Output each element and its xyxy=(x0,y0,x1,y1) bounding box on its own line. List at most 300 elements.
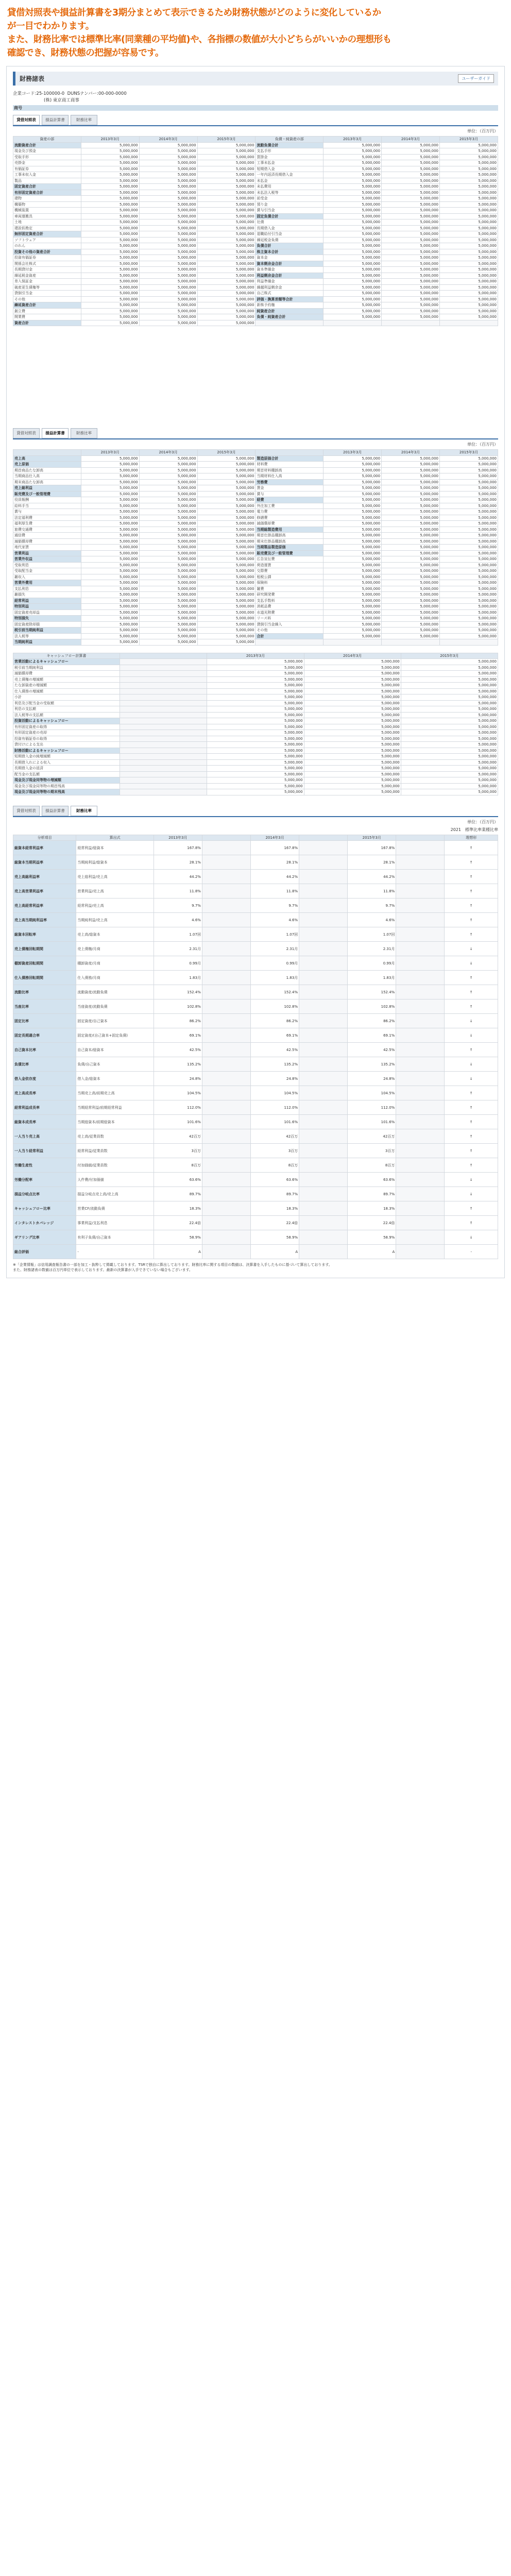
cell-value: 5,000,000 xyxy=(81,166,139,172)
year-col: 2015年3月 xyxy=(197,137,256,143)
ratio-item: 仕入債務回転期間 xyxy=(13,971,76,985)
ratio-item: 一人当り経常利益 xyxy=(13,1144,76,1158)
row-label: 売掛金 xyxy=(13,160,81,166)
blank-head xyxy=(256,450,323,456)
cell-value: 5,000,000 xyxy=(440,172,498,178)
ratio-unit-label: 単位：（百万円） xyxy=(467,819,498,824)
cell-value: 5,000,000 xyxy=(323,479,382,485)
cell-value: 5,000,000 xyxy=(323,527,382,533)
cell-value: 5,000,000 xyxy=(440,485,498,492)
cell-value: 5,000,000 xyxy=(207,700,304,706)
table-row xyxy=(13,166,498,172)
table-row xyxy=(13,754,498,760)
ratio-value: 104.5% xyxy=(154,1086,202,1100)
cell-value: 5,000,000 xyxy=(81,545,139,551)
cell-value: 5,000,000 xyxy=(440,503,498,509)
empty-cell xyxy=(256,320,323,326)
cell-value: 5,000,000 xyxy=(440,249,498,255)
tab-balance-sheet[interactable]: 貸借対照表 xyxy=(13,806,40,816)
cell-value: 5,000,000 xyxy=(382,142,440,148)
cell-value: 5,000,000 xyxy=(197,455,256,462)
table-row xyxy=(13,485,498,492)
ratio-value: A xyxy=(154,1245,202,1259)
company-meta xyxy=(13,91,498,104)
cell-value: 5,000,000 xyxy=(304,676,401,683)
cell-value: 5,000,000 xyxy=(304,671,401,677)
cell-value: 5,000,000 xyxy=(440,201,498,208)
ratio-formula: 人件費/付加価値 xyxy=(76,1173,154,1187)
cell-value: 5,000,000 xyxy=(382,267,440,273)
cell-value: 5,000,000 xyxy=(81,609,139,616)
cell-value: 5,000,000 xyxy=(207,688,304,694)
table-row xyxy=(13,841,498,855)
ratio-item: 総資本成長率 xyxy=(13,1115,76,1129)
cell-value: 5,000,000 xyxy=(323,160,382,166)
cell-value: 5,000,000 xyxy=(139,249,197,255)
ratio-value: 101.6% xyxy=(348,1115,396,1129)
cell-value: 5,000,000 xyxy=(323,568,382,574)
cf-header-row xyxy=(13,653,498,659)
table-row xyxy=(13,267,498,273)
table-row xyxy=(13,748,498,754)
cell-value: 5,000,000 xyxy=(139,225,197,231)
ratio-value: 4.6% xyxy=(154,913,202,927)
empty-cell xyxy=(202,1158,250,1173)
row-label: 短期借入金 xyxy=(256,166,323,172)
ratio-item: ギアリング比率 xyxy=(13,1230,76,1245)
cell-value: 5,000,000 xyxy=(382,604,440,610)
table-row xyxy=(13,633,498,639)
ratio-value: 2.31月 xyxy=(154,942,202,956)
ratio-formula: 固定資産/自己資本 xyxy=(76,1014,154,1028)
empty-cell xyxy=(396,971,445,985)
table-row xyxy=(13,225,498,231)
cell-value: 5,000,000 xyxy=(207,736,304,742)
row-label: 機械装置 xyxy=(13,208,81,214)
empty-cell xyxy=(120,748,207,754)
table-row xyxy=(13,676,498,683)
cell-value: 5,000,000 xyxy=(401,748,498,754)
cell-value: 5,000,000 xyxy=(207,771,304,777)
ratio-ideal: - xyxy=(445,1245,498,1259)
ratio-value: 101.6% xyxy=(251,1115,299,1129)
table-row xyxy=(13,1245,498,1259)
cell-value: 5,000,000 xyxy=(382,462,440,468)
cell-value: 5,000,000 xyxy=(382,586,440,592)
row-label: 投資活動によるキャッシュフロー xyxy=(13,718,120,724)
ratio-value: 22.4倍 xyxy=(251,1216,299,1230)
empty-cell xyxy=(120,754,207,760)
company-code: 企業コード:25-100000-0 xyxy=(13,91,65,96)
cell-value: 5,000,000 xyxy=(81,639,139,646)
empty-cell xyxy=(120,759,207,766)
ratio-item: 当座比率 xyxy=(13,999,76,1014)
empty-cell xyxy=(396,1043,445,1057)
empty-cell xyxy=(120,777,207,784)
table-row xyxy=(13,913,498,927)
cell-value: 5,000,000 xyxy=(382,255,440,261)
empty-cell xyxy=(299,1043,348,1057)
cell-value: 5,000,000 xyxy=(440,255,498,261)
year-col: 2015年3月 xyxy=(401,653,498,659)
cell-value: 5,000,000 xyxy=(207,694,304,701)
cell-value: 5,000,000 xyxy=(139,485,197,492)
cell-value: 5,000,000 xyxy=(401,759,498,766)
cell-value: 5,000,000 xyxy=(304,748,401,754)
empty-cell xyxy=(120,736,207,742)
cell-value: 5,000,000 xyxy=(81,491,139,497)
ratio-item: 総合評価 xyxy=(13,1245,76,1259)
ratio-value: 1.83月 xyxy=(154,971,202,985)
empty-cell xyxy=(299,999,348,1014)
cell-value: 5,000,000 xyxy=(382,515,440,521)
cell-value: 5,000,000 xyxy=(139,467,197,473)
ratio-ideal: ↑ xyxy=(445,971,498,985)
table-row xyxy=(13,1014,498,1028)
table-row xyxy=(13,509,498,515)
cell-value: 5,000,000 xyxy=(81,586,139,592)
cell-value: 5,000,000 xyxy=(323,609,382,616)
table-row xyxy=(13,971,498,985)
row-label: 株主資本合計 xyxy=(256,249,323,255)
empty-cell xyxy=(202,1057,250,1072)
ratio-item: 売上高成長率 xyxy=(13,1086,76,1100)
cell-value: 5,000,000 xyxy=(81,267,139,273)
row-label: 荷造運賃 xyxy=(256,562,323,568)
cell-value: 5,000,000 xyxy=(323,249,382,255)
cell-value: 5,000,000 xyxy=(440,538,498,545)
table-row xyxy=(13,700,498,706)
cell-value: 5,000,000 xyxy=(323,533,382,539)
unit-label: 単位：（百万円） xyxy=(467,442,498,447)
ratio-formula: 経常利益/売上高 xyxy=(76,899,154,913)
cell-value: 5,000,000 xyxy=(401,766,498,772)
ratio-item: 経常利益成長率 xyxy=(13,1100,76,1115)
cell-value: 5,000,000 xyxy=(382,196,440,202)
ratio-value: 44.2% xyxy=(154,870,202,884)
row-label: 有形固定資産合計 xyxy=(13,190,81,196)
cell-value: 5,000,000 xyxy=(382,148,440,155)
intro-line-3: また、財務比率では標準比率(同業種の平均値)や、各指標の数値が大小どちらがいいかの理想形も xyxy=(7,35,391,45)
cell-value: 5,000,000 xyxy=(323,237,382,243)
cell-value: 5,000,000 xyxy=(139,273,197,279)
row-label: 小計 xyxy=(13,694,120,701)
ratio-formula: 売上高/総資本 xyxy=(76,927,154,942)
ratio-formula: 当期純利益/総資本 xyxy=(76,855,154,870)
cell-value: 5,000,000 xyxy=(81,515,139,521)
cell-value: 5,000,000 xyxy=(197,314,256,320)
table-row xyxy=(13,736,498,742)
cell-value: 5,000,000 xyxy=(382,521,440,527)
user-guide-button[interactable]: ユーザーガイド xyxy=(458,74,494,83)
row-label: 製品 xyxy=(13,178,81,184)
cell-value: 5,000,000 xyxy=(382,467,440,473)
ratio-standard-label: 2021 標準比率業種比率 xyxy=(450,827,498,832)
table-row xyxy=(13,556,498,563)
cell-value: 5,000,000 xyxy=(440,208,498,214)
row-label: 現金及び現金同等物の期末残高 xyxy=(13,789,120,795)
row-label: 資産合計 xyxy=(13,320,81,326)
tab-balance-sheet[interactable]: 貸借対照表 xyxy=(13,115,40,125)
cell-value: 5,000,000 xyxy=(207,783,304,789)
table-row xyxy=(13,1115,498,1129)
cell-value: 5,000,000 xyxy=(382,154,440,160)
empty-cell xyxy=(396,1230,445,1245)
row-label: 流動資産合計 xyxy=(13,142,81,148)
empty-cell xyxy=(120,676,207,683)
empty-cell xyxy=(202,913,250,927)
cell-value: 5,000,000 xyxy=(323,243,382,249)
cell-value: 5,000,000 xyxy=(197,213,256,219)
row-label: 研究開発費 xyxy=(256,592,323,598)
table-row xyxy=(13,1100,498,1115)
cell-value: 5,000,000 xyxy=(440,580,498,586)
cell-value: 5,000,000 xyxy=(440,598,498,604)
row-label: 建設仮勘定 xyxy=(13,225,81,231)
ratio-value: 69.1% xyxy=(348,1028,396,1043)
cell-value: 5,000,000 xyxy=(304,665,401,671)
cell-value: 5,000,000 xyxy=(304,694,401,701)
cell-value: 5,000,000 xyxy=(401,754,498,760)
table-row xyxy=(13,694,498,701)
cell-value: 5,000,000 xyxy=(81,580,139,586)
cell-value: 5,000,000 xyxy=(323,208,382,214)
empty-cell xyxy=(202,855,250,870)
cell-value: 5,000,000 xyxy=(440,160,498,166)
ratio-ideal: ↑ xyxy=(445,855,498,870)
cell-value: 5,000,000 xyxy=(197,160,256,166)
row-label: 雑収入 xyxy=(13,574,81,580)
cell-value: 5,000,000 xyxy=(382,213,440,219)
cell-value: 5,000,000 xyxy=(81,497,139,503)
ratio-item: 労働生産性 xyxy=(13,1158,76,1173)
cell-value: 5,000,000 xyxy=(382,219,440,226)
table-row xyxy=(13,568,498,574)
cell-value: 5,000,000 xyxy=(382,616,440,622)
empty-cell xyxy=(396,899,445,913)
empty-cell xyxy=(382,639,440,646)
ratio-item: 総資本経常利益率 xyxy=(13,841,76,855)
ratio-formula: 自己資本/総資本 xyxy=(76,1043,154,1057)
cell-value: 5,000,000 xyxy=(197,491,256,497)
cell-value: 5,000,000 xyxy=(81,527,139,533)
cell-value: 5,000,000 xyxy=(197,308,256,314)
cell-value: 5,000,000 xyxy=(382,621,440,628)
table-row xyxy=(13,479,498,485)
empty-cell xyxy=(299,971,348,985)
cell-value: 5,000,000 xyxy=(139,302,197,309)
cell-value: 5,000,000 xyxy=(139,580,197,586)
empty-cell xyxy=(396,841,445,855)
row-label: 投資有価証券の取得 xyxy=(13,736,120,742)
cell-value: 5,000,000 xyxy=(401,676,498,683)
ratio-value: 8百万 xyxy=(154,1158,202,1173)
table-row xyxy=(13,467,498,473)
row-label: 創立費 xyxy=(13,308,81,314)
cell-value: 5,000,000 xyxy=(139,609,197,616)
cell-value: 5,000,000 xyxy=(207,748,304,754)
row-label: 修繕費 xyxy=(256,515,323,521)
row-label: ソフトウェア xyxy=(13,237,81,243)
empty-cell xyxy=(202,1115,250,1129)
ratio-ideal: ↑ xyxy=(445,884,498,899)
row-label: 預り金 xyxy=(256,201,323,208)
company-name: (株) 東京商工商事 xyxy=(44,98,79,103)
ratio-value: 28.1% xyxy=(348,855,396,870)
row-label: 受取配当金 xyxy=(13,568,81,574)
pl-header-row xyxy=(13,450,498,456)
ratio-value: 3百万 xyxy=(348,1144,396,1158)
empty-cell xyxy=(396,870,445,884)
cell-value: 5,000,000 xyxy=(440,308,498,314)
table-row xyxy=(13,683,498,689)
row-label: 営業外費用 xyxy=(13,580,81,586)
year-col: 2013年3月 xyxy=(81,450,139,456)
cell-value: 5,000,000 xyxy=(304,742,401,748)
panel-title: 財務諸表 xyxy=(20,75,45,82)
table-row xyxy=(13,231,498,238)
table-row xyxy=(13,1216,498,1230)
table-row xyxy=(13,473,498,480)
row-label: 工事未収入金 xyxy=(13,172,81,178)
cell-value: 5,000,000 xyxy=(139,503,197,509)
tab-financial-ratio[interactable]: 財務比率 xyxy=(71,115,97,125)
table-row xyxy=(13,213,498,219)
ratio-item: 売上高総利益率 xyxy=(13,870,76,884)
empty-cell xyxy=(120,694,207,701)
row-label: 差入保証金 xyxy=(13,279,81,285)
empty-cell xyxy=(120,683,207,689)
empty-cell xyxy=(202,1100,250,1115)
ratio-value: 22.4倍 xyxy=(348,1216,396,1230)
cell-value: 5,000,000 xyxy=(401,730,498,736)
tab-balance-sheet[interactable]: 貸借対照表 xyxy=(13,428,40,438)
cell-value: 5,000,000 xyxy=(81,633,139,639)
row-label: 未払費用 xyxy=(256,184,323,190)
ratio-value: 0.99月 xyxy=(154,956,202,971)
empty-cell xyxy=(202,1028,250,1043)
tab-financial-ratio[interactable]: 財務比率 xyxy=(71,806,97,816)
row-label: 福利厚生費 xyxy=(13,521,81,527)
year-col: 2015年3月 xyxy=(440,450,498,456)
empty-cell xyxy=(120,712,207,718)
cell-value: 5,000,000 xyxy=(382,574,440,580)
cell-value: 5,000,000 xyxy=(139,231,197,238)
cell-value: 5,000,000 xyxy=(382,455,440,462)
cell-value: 5,000,000 xyxy=(382,473,440,480)
ratio-ideal: ↑ xyxy=(445,841,498,855)
cell-value: 5,000,000 xyxy=(440,545,498,551)
cell-value: 5,000,000 xyxy=(81,249,139,255)
ratio-value: 89.7% xyxy=(251,1187,299,1201)
cell-value: 5,000,000 xyxy=(440,509,498,515)
ratio-value: 167.8% xyxy=(154,841,202,855)
empty-cell xyxy=(120,671,207,677)
row-label: 給料手当 xyxy=(13,503,81,509)
row-label: 長期借入れによる収入 xyxy=(13,759,120,766)
table-row xyxy=(13,455,498,462)
year-col: 2015年3月 xyxy=(197,450,256,456)
cell-value: 5,000,000 xyxy=(197,291,256,297)
cell-value: 5,000,000 xyxy=(207,724,304,730)
cell-value: 5,000,000 xyxy=(197,509,256,515)
cell-value: 5,000,000 xyxy=(81,628,139,634)
cell-value: 5,000,000 xyxy=(81,314,139,320)
row-label: 売上原価 xyxy=(13,462,81,468)
table-row xyxy=(13,789,498,795)
row-label: 配当金の支払額 xyxy=(13,771,120,777)
ratio-ideal: ↓ xyxy=(445,1028,498,1043)
cell-value: 5,000,000 xyxy=(382,509,440,515)
cell-value: 5,000,000 xyxy=(382,231,440,238)
cell-value: 5,000,000 xyxy=(197,273,256,279)
cell-value: 5,000,000 xyxy=(440,267,498,273)
cell-value: 5,000,000 xyxy=(197,196,256,202)
row-label: その他 xyxy=(13,296,81,302)
cell-value: 5,000,000 xyxy=(139,538,197,545)
tab-income-statement[interactable]: 損益計算書 xyxy=(42,428,69,438)
tab-financial-ratio[interactable]: 財務比率 xyxy=(71,428,97,438)
cell-value: 5,000,000 xyxy=(323,213,382,219)
ratio-value: 11.8% xyxy=(251,884,299,899)
cell-value: 5,000,000 xyxy=(382,249,440,255)
row-label: 雑損失 xyxy=(13,592,81,598)
cell-value: 5,000,000 xyxy=(139,308,197,314)
ratio-ideal: ↓ xyxy=(445,1230,498,1245)
empty-cell xyxy=(299,1216,348,1230)
empty-cell xyxy=(299,841,348,855)
table-row xyxy=(13,927,498,942)
cell-value: 5,000,000 xyxy=(304,789,401,795)
cell-value: 5,000,000 xyxy=(139,479,197,485)
table-row xyxy=(13,899,498,913)
cell-value: 5,000,000 xyxy=(197,580,256,586)
empty-cell xyxy=(396,1086,445,1100)
table-row xyxy=(13,521,498,527)
row-label: 支払利息 xyxy=(13,586,81,592)
row-label: 現金及び現金同等物の期首残高 xyxy=(13,783,120,789)
ratio-formula: 事業利益/支払利息 xyxy=(76,1216,154,1230)
tabs-balance-sheet xyxy=(13,115,498,126)
table-row xyxy=(13,1187,498,1201)
cell-value: 5,000,000 xyxy=(323,261,382,267)
cell-value: 5,000,000 xyxy=(81,302,139,309)
cell-value: 5,000,000 xyxy=(323,556,382,563)
ratio-ideal: ↓ xyxy=(445,1072,498,1086)
cell-value: 5,000,000 xyxy=(304,718,401,724)
cell-value: 5,000,000 xyxy=(323,142,382,148)
cell-value: 5,000,000 xyxy=(139,556,197,563)
cell-value: 5,000,000 xyxy=(197,148,256,155)
tab-income-statement[interactable]: 損益計算書 xyxy=(42,115,69,125)
cell-value: 5,000,000 xyxy=(197,628,256,634)
cell-value: 5,000,000 xyxy=(81,455,139,462)
cell-value: 5,000,000 xyxy=(382,243,440,249)
cell-value: 5,000,000 xyxy=(197,598,256,604)
row-label: 長期貸付金 xyxy=(13,267,81,273)
tab-income-statement[interactable]: 損益計算書 xyxy=(42,806,69,816)
empty-cell xyxy=(299,956,348,971)
ratio-formula: - xyxy=(76,1245,154,1259)
tabs-ratio xyxy=(13,806,498,817)
table-row xyxy=(13,491,498,497)
cell-value: 5,000,000 xyxy=(382,296,440,302)
cell-value: 5,000,000 xyxy=(382,184,440,190)
row-label: 賃金 xyxy=(256,485,323,492)
empty-cell xyxy=(299,927,348,942)
cell-value: 5,000,000 xyxy=(81,462,139,468)
cell-value: 5,000,000 xyxy=(440,219,498,226)
